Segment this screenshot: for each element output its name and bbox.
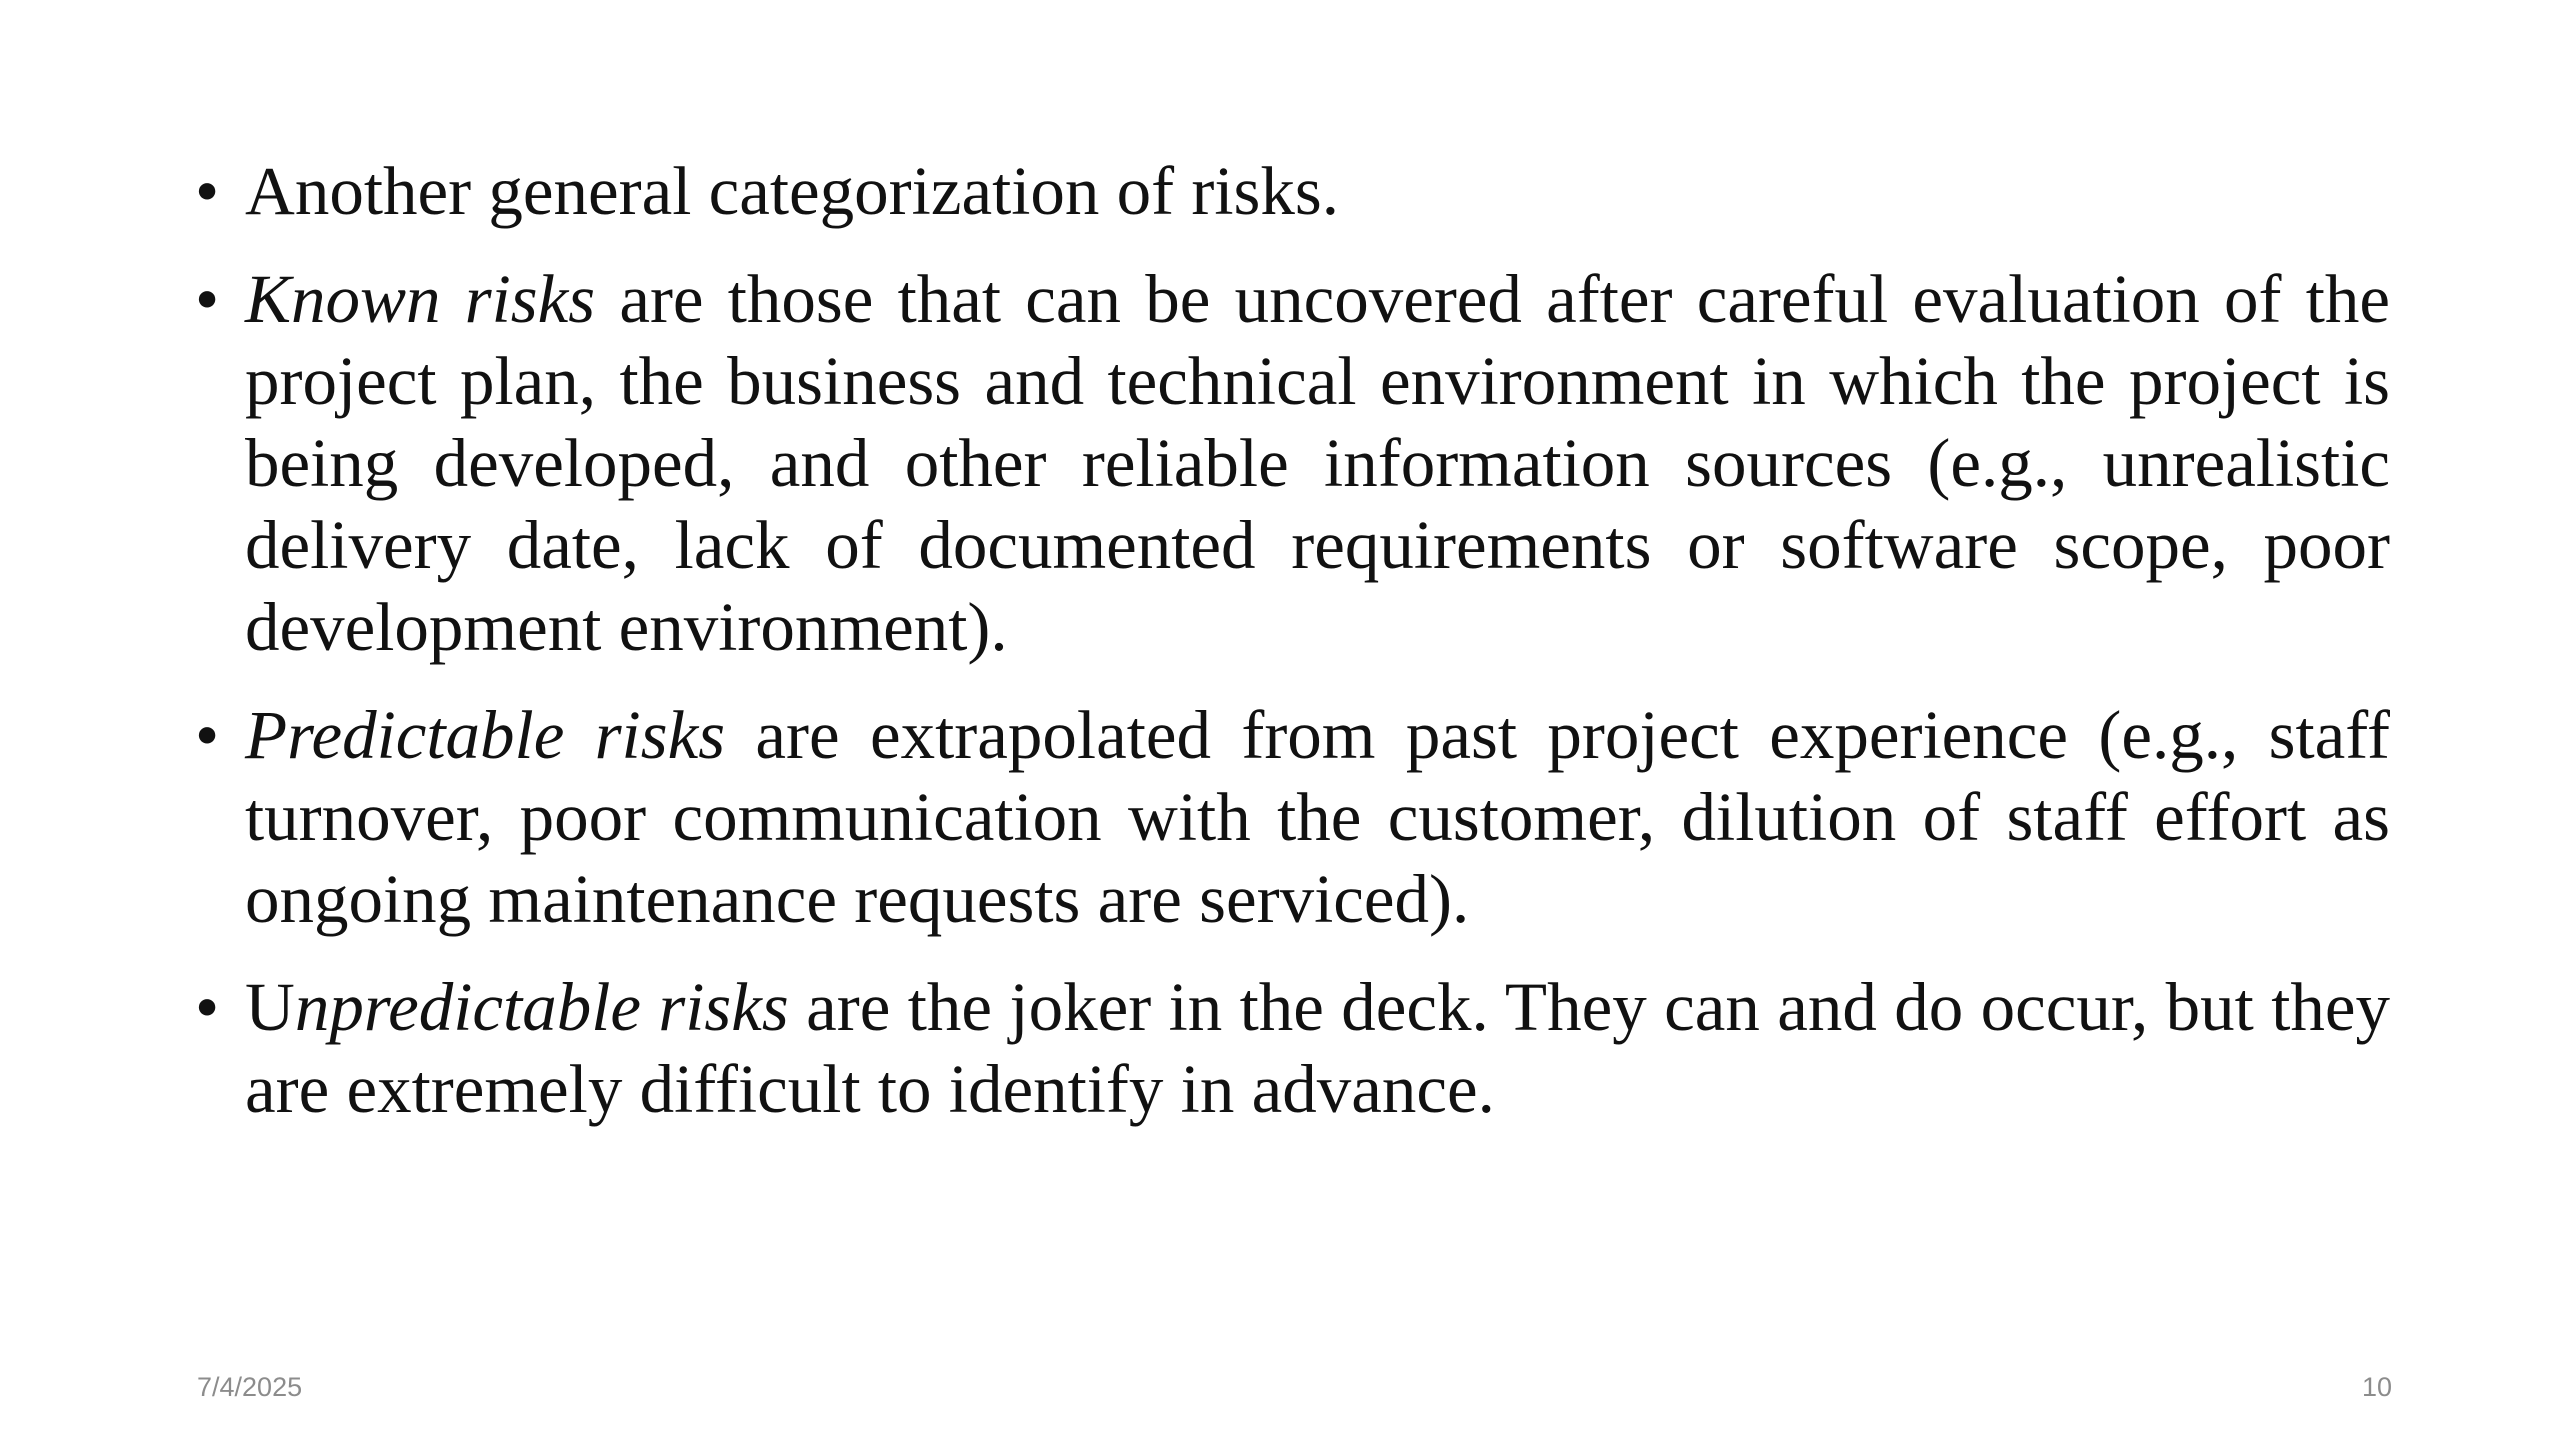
bullet-term: Known risks [245, 261, 596, 337]
bullet-dot-icon: • [195, 261, 220, 337]
bullet-text: Another general categorization of risks. [245, 153, 1339, 229]
bullet-list [195, 150, 2390, 1156]
bullet-item [195, 966, 2390, 1130]
bullet-term: Predictable risks [245, 697, 726, 773]
footer-date: 7/4/2025 [197, 1372, 303, 1402]
bullet-term: npredictable risks [294, 969, 789, 1045]
bullet-item [195, 150, 2390, 232]
bullet-text: are the joker in the deck. They can and do occur, but they are extremely difficult to identify in advance. [245, 969, 2391, 1127]
bullet-dot-icon: • [195, 697, 220, 773]
bullet-dot-icon: • [195, 153, 220, 229]
footer-page-number: 10 [2361, 1372, 2392, 1402]
bullet-item [195, 258, 2390, 668]
bullet-dot-icon: • [195, 969, 220, 1045]
bullet-text: are extrapolated from past project experience (e.g., staff turnover, poor communication with the customer, dilution of staff effort as ongoing maintenance requests are serviced). [245, 697, 2390, 937]
bullet-item [195, 694, 2390, 940]
bullet-lead: U [245, 969, 295, 1045]
bullet-text: are those that can be uncovered after careful evaluation of the project plan, the business and technical environment in which the project is being developed, and other reliable information sources (e.g., unrealistic delivery date, lack of documented requirements or software scope, poor development environment). [245, 261, 2390, 665]
